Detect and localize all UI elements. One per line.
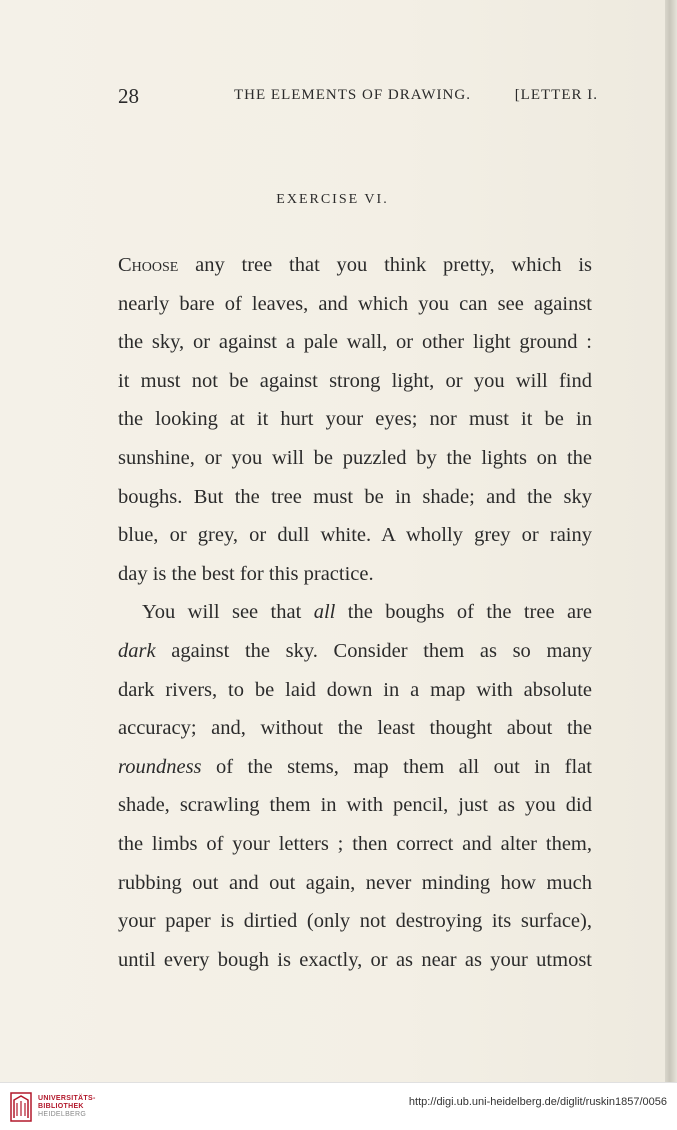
emphasis: dark <box>118 639 156 662</box>
source-url-link[interactable]: http://digi.ub.uni-heidelberg.de/diglit/ruskin1857/0056 <box>408 1096 667 1108</box>
drop-word: Choose <box>118 254 179 276</box>
text-line: it must not be against strong light, or you will find <box>118 369 592 392</box>
text-fragment: of the stems, map them all out in flat <box>201 755 592 778</box>
text-fragment: any tree that you think pretty, which is <box>178 254 592 276</box>
text-line: blue, or grey, or dull white. A wholly grey or rainy <box>118 524 592 547</box>
running-letter: [LETTER I. <box>514 87 598 103</box>
text-line <box>118 593 592 632</box>
text-line: day is the best for this practice. <box>118 562 374 585</box>
text-fragment: You will see that <box>142 601 314 624</box>
text-line: rubbing out and out again, never minding how much <box>118 871 592 894</box>
library-line: HEIDELBERG <box>38 1111 87 1118</box>
emphasis: roundness <box>118 755 202 778</box>
text-line: the sky, or against a pale wall, or other light ground : <box>118 331 592 354</box>
library-name <box>38 1095 96 1119</box>
library-line: UNIVERSITÄTS- <box>38 1095 96 1102</box>
exercise-title: EXERCISE VI. <box>276 192 389 207</box>
text-line: boughs. But the tree must be in shade; and the sky <box>118 485 592 508</box>
library-line: BIBLIOTHEK <box>38 1103 84 1110</box>
text-line: sunshine, or you will be puzzled by the lights on the <box>118 446 592 469</box>
footer-bar <box>0 1082 677 1130</box>
running-title: THE ELEMENTS OF DRAWING. <box>234 87 471 103</box>
text-line <box>118 246 592 285</box>
text-line: the limbs of your letters ; then correct and alter them, <box>118 832 592 855</box>
text-line: until every bough is exactly, or as near as your utmost <box>118 948 592 971</box>
text-line: nearly bare of leaves, and which you can see against <box>118 292 592 315</box>
page-edge <box>665 0 677 1082</box>
text-line <box>118 748 592 787</box>
text-line: shade, scrawling them in with pencil, just as you did <box>118 794 592 817</box>
library-logo-icon <box>10 1092 32 1122</box>
running-header <box>118 84 598 110</box>
text-fragment: against the sky. Consider them as so many <box>155 639 592 662</box>
text-line: accuracy; and, without the least thought about the <box>118 717 592 740</box>
text-line: your paper is dirtied (only not destroying its surface), <box>118 910 592 933</box>
page-number: 28 <box>118 84 139 108</box>
text-fragment: the boughs of the tree are <box>335 601 592 624</box>
text-line: dark rivers, to be laid down in a map with absolute <box>118 678 592 701</box>
body-text <box>118 246 592 979</box>
emphasis: all <box>313 601 336 624</box>
text-line: the looking at it hurt your eyes; nor must it be in <box>118 408 592 431</box>
text-line <box>118 632 592 671</box>
